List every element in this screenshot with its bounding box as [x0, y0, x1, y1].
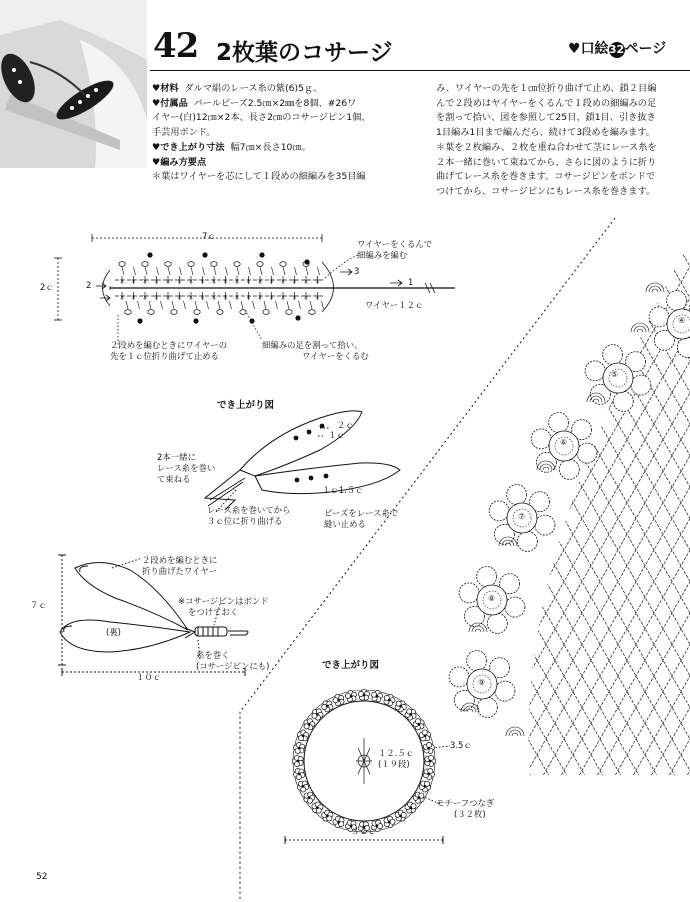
svg-text:×: ×: [200, 294, 206, 301]
material-line: ♥材料 ダルマ絹のレース糸の紫(6)5ｇ。: [152, 83, 323, 94]
pattern-title: 2枚葉のコサージ: [216, 40, 393, 66]
method-line: つけてから、コサージピンにもレース糸を巻きます。: [436, 185, 656, 197]
method-line: み、ワイヤーの先を１㎝位折り曲げて止め、鎖２目編: [436, 83, 657, 94]
svg-text:×: ×: [188, 278, 194, 285]
svg-text:×: ×: [188, 294, 194, 301]
heart-icon: ♥: [152, 97, 161, 109]
svg-text:×: ×: [223, 294, 229, 301]
svg-text:×: ×: [234, 278, 240, 285]
photo-page-reference: ♥口絵32ページ: [568, 41, 667, 57]
split-stitch-note: 細編みの足を割って拾い、 ワイヤーをくるむ: [262, 340, 369, 361]
motif-join-note: モチーフつなぎ (３２枚): [436, 798, 495, 819]
tie-note: 2本一緒に レース糸を巻い て束ねる: [157, 452, 216, 484]
svg-text:×: ×: [177, 294, 183, 301]
svg-text:×: ×: [315, 294, 321, 301]
svg-text:×: ×: [142, 294, 148, 301]
svg-text:×: ×: [211, 278, 217, 285]
size-line: ♥でき上がり寸法 幅7㎝×長さ10㎝。: [152, 141, 311, 153]
bend-note: レース糸を巻いてから ３ｃ位に折り曲げる: [207, 505, 291, 526]
motif-number-5: ⑤: [611, 370, 619, 379]
center-stitch-count: １２.５ｃ (１９段): [378, 748, 415, 769]
svg-text:×: ×: [131, 294, 137, 301]
heart-icon: ♥: [568, 41, 581, 57]
svg-text:×: ×: [292, 278, 298, 285]
pattern-number: 42: [153, 26, 199, 66]
ring-width-label: ３２ｃ: [351, 826, 377, 836]
svg-text:×: ×: [131, 278, 137, 285]
svg-text:×: ×: [257, 294, 263, 301]
svg-text:×: ×: [246, 278, 252, 285]
bead-note: ビーズをレース糸で 縫い止める: [324, 508, 399, 529]
motif-number-4: ④: [678, 316, 686, 325]
finished-ring-heading: でき上がり図: [322, 660, 380, 671]
heart-icon: ♥: [152, 83, 161, 94]
svg-text:×: ×: [269, 294, 275, 301]
svg-text:×: ×: [280, 278, 286, 285]
svg-text:×: ×: [119, 294, 125, 301]
svg-text:×: ×: [154, 294, 160, 301]
svg-text:×: ×: [165, 278, 171, 285]
motif-chart-flowers: [449, 283, 690, 736]
pin-bond-note: ※コサージピンはボンド をつけておく: [178, 596, 269, 617]
svg-text:×: ×: [165, 294, 171, 301]
svg-text:×: ×: [246, 294, 252, 301]
method-line: ２本一緒に巻いて束ねてから、さらに図のように折り: [436, 156, 657, 168]
motif-size-label: 3.5ｃ: [450, 740, 472, 750]
row-3-label: 3: [354, 266, 360, 276]
svg-text:×: ×: [119, 278, 125, 285]
svg-text:×: ×: [177, 278, 183, 285]
svg-text:×: ×: [142, 278, 148, 285]
heart-icon: ♥: [152, 141, 161, 153]
dim-1c-1-5c: １ｃ1.５ｃ: [322, 485, 364, 495]
row-2-label: 2: [86, 280, 92, 290]
finished-leaf-drawing: [205, 411, 400, 512]
finished-leaf-heading: でき上がり図: [217, 400, 275, 411]
page-number: 52: [36, 872, 48, 882]
method-line: ＊葉はワイヤーを芯にして１段めの細編みを35目編: [152, 171, 366, 183]
svg-text:×: ×: [234, 294, 240, 301]
wrap-thread-note: 糸を巻く (コサージピンにも): [196, 650, 270, 671]
leaf-width-label: 7ｃ: [202, 231, 216, 241]
reference-page-number: 32: [608, 43, 625, 56]
accessories-line-2: イヤー(白)12㎝×2本、長さ2㎝のコサージピン1個、: [152, 112, 371, 124]
fold-wire-note: ２段めを編むときにワイヤーの 先を１ｃ位折り曲げて止める: [110, 340, 227, 361]
back-width-label: １０ｃ: [136, 672, 162, 682]
motif-number-8: ⑧: [488, 594, 496, 603]
row-1-label: 1: [408, 277, 414, 287]
svg-text:×: ×: [292, 294, 298, 301]
back-side-label: (裏): [106, 627, 121, 637]
dim-2c: ２ｃ: [337, 420, 354, 430]
accessories-line-3: 手芸用ボンド。: [152, 127, 216, 139]
svg-text:×: ×: [280, 294, 286, 301]
svg-text:×: ×: [211, 294, 217, 301]
finished-leaf-beads: [294, 424, 329, 483]
svg-text:×: ×: [269, 278, 275, 285]
svg-text:×: ×: [223, 278, 229, 285]
wire-fold-note: ２段めを編むときに 折り曲げたワイヤー: [142, 555, 218, 576]
svg-text:×: ×: [154, 278, 160, 285]
svg-text:×: ×: [303, 278, 309, 285]
svg-text:×: ×: [303, 294, 309, 301]
method-line: んで２段めはヤイヤーをくるんで１段めの細編みの足: [436, 97, 657, 109]
svg-text:×: ×: [315, 278, 321, 285]
section-divider: [240, 218, 615, 902]
method-line: を割って拾い、図を参照して25目、鎖1目、引き抜き: [436, 112, 656, 124]
method-line: 曲げてレース糸を巻きます。コサージピンをボンドで: [436, 171, 656, 183]
finished-ring-drawing: [285, 690, 450, 844]
leaf-height-label: 2ｃ: [40, 282, 54, 292]
heart-icon: ♥: [152, 156, 161, 168]
back-height-label: ７ｃ: [30, 600, 47, 610]
motif-net-mesh: [0, 200, 690, 900]
method-line: 1目編み1目まで編んだら、続けて3段めを編みます。: [436, 127, 655, 139]
motif-number-7: ⑦: [518, 512, 526, 521]
svg-text:×: ×: [200, 278, 206, 285]
motif-number-9: ⑨: [478, 678, 486, 687]
svg-text:×: ×: [257, 278, 263, 285]
accessories-line: ♥付属品 パールビーズ2.5㎝×2㎜を8個、#26ワ: [152, 97, 357, 109]
method-heading: ♥編み方要点: [152, 156, 207, 168]
wire-wrap-note: ワイヤーをくるんで 細編みを編む: [357, 239, 433, 260]
dim-1c: １ｃ: [328, 430, 345, 440]
motif-number-6: ⑥: [560, 438, 568, 447]
wire-length-label: ワイヤー１２ｃ: [365, 300, 424, 310]
method-line: ＊葉を２枚編み、２枚を重ね合わせて茎にレース糸を: [436, 141, 657, 153]
